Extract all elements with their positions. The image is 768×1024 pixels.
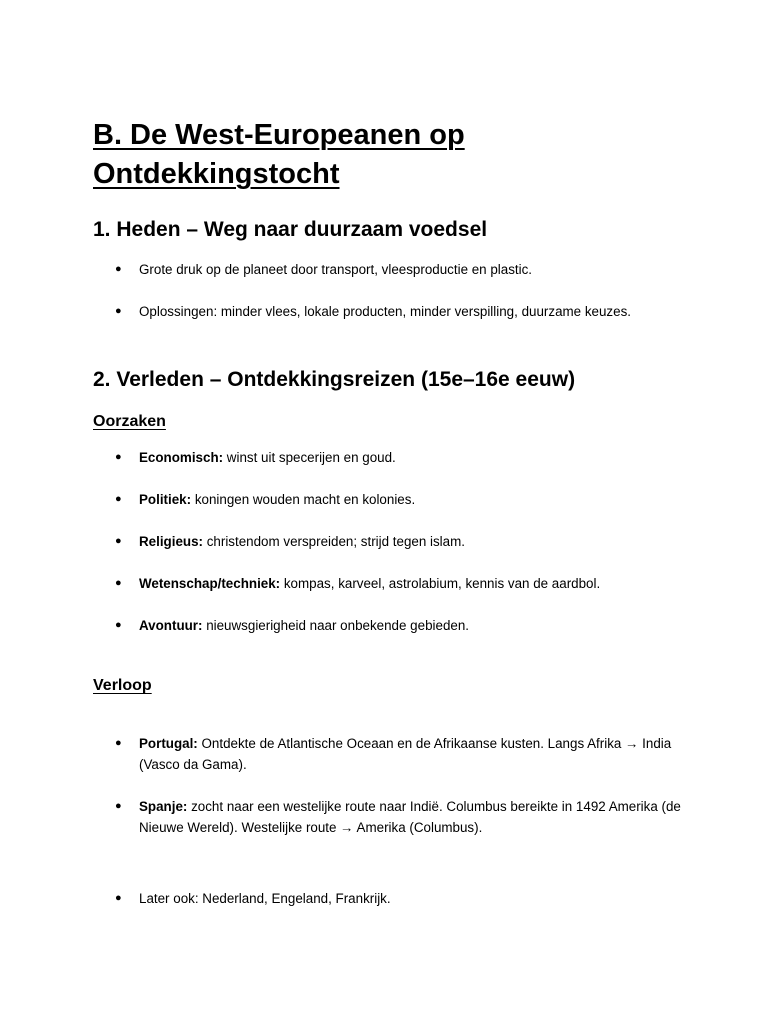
list-item-text (139, 615, 689, 636)
item-label: Spanje: (139, 799, 188, 814)
item-description: koningen wouden macht en kolonies. (191, 492, 416, 507)
bullet-icon: ● (115, 892, 122, 904)
item-label: Economisch: (139, 450, 224, 465)
bullet-icon: ● (115, 305, 122, 317)
section-heading-verleden: 2. Verleden – Ontdekkingsreizen (15e–16e eeuw) (93, 368, 576, 391)
list-item-text (139, 796, 689, 838)
item-description: winst uit specerijen en goud. (223, 450, 396, 465)
item-description: Ontdekte de Atlantische Oceaan en de Afrikaanse kusten. Langs Afrika → India (Vasco da Gama). (139, 736, 672, 772)
item-label: Avontuur: (139, 618, 203, 633)
item-label: Portugal: (139, 736, 198, 751)
subheading-verloop: Verloop (93, 677, 152, 694)
list-item-text: Oplossingen: minder vlees, lokale producten, minder verspilling, duurzame keuzes. (139, 304, 631, 319)
bullet-icon: ● (115, 619, 122, 631)
item-description: kompas, karveel, astrolabium, kennis van de aardbol. (280, 576, 601, 591)
bullet-icon: ● (115, 577, 122, 589)
item-description: nieuwsgierigheid naar onbekende gebieden. (202, 618, 469, 633)
item-label: Religieus: (139, 534, 203, 549)
item-label: Wetenschap/techniek: (139, 576, 281, 591)
bullet-icon: ● (115, 535, 122, 547)
section-heading-heden: 1. Heden – Weg naar duurzaam voedsel (93, 218, 488, 241)
item-description: zocht naar een westelijke route naar Indië. Columbus bereikte in 1492 Amerika (de Nieuwe Wereld). Westelijke route → Amerika (Columbus). (139, 799, 681, 835)
bullet-icon: ● (115, 493, 122, 505)
bullet-icon: ● (115, 451, 122, 463)
item-label: Politiek: (139, 492, 192, 507)
list-item-text: Grote druk op de planeet door transport, vleesproductie en plastic. (139, 262, 533, 277)
bullet-icon: ● (115, 800, 122, 812)
subheading-oorzaken: Oorzaken (93, 413, 166, 430)
bullet-icon: ● (115, 263, 122, 275)
page-title: B. De West-Europeanen op Ontdekkingstocht (93, 119, 465, 190)
list-item-text (139, 489, 689, 510)
bullet-icon: ● (115, 737, 122, 749)
list-item-text: Later ook: Nederland, Engeland, Frankrijk. (139, 891, 391, 906)
list-item-text (139, 733, 689, 775)
item-description: christendom verspreiden; strijd tegen islam. (203, 534, 465, 549)
list-item-text (139, 447, 689, 468)
list-item-text (139, 531, 689, 552)
list-item-text (139, 573, 689, 594)
